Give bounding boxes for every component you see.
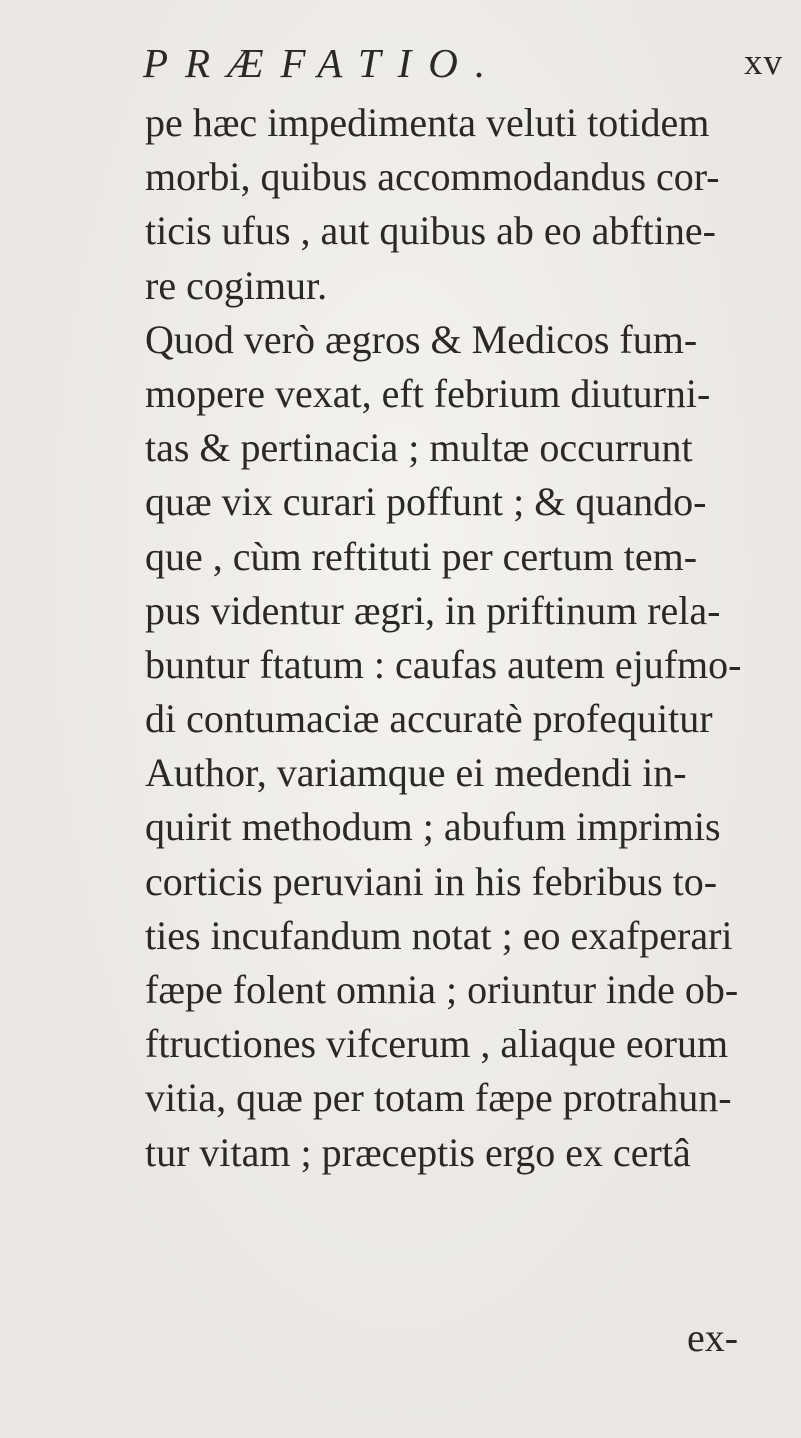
text-line: Author, variamque ei medendi in- [145, 750, 687, 796]
text-line: Quod verò ægros & Medicos fum- [145, 316, 698, 362]
text-line: tur vitam ; præceptis ergo ex certâ [145, 1129, 691, 1175]
text-line: ticis ufus , aut quibus ab eo abftine- [145, 208, 716, 254]
text-line: quæ vix curari poffunt ; & quando- [145, 479, 707, 525]
text-line: quirit methodum ; abufum imprimis [145, 804, 721, 850]
running-head [143, 38, 783, 88]
text-line: vitia, quæ per totam fæpe protrahun- [145, 1075, 732, 1121]
text-line: corticis peruviani in his febribus to- [145, 858, 718, 904]
text-line: ties incufandum notat ; eo exafperari [145, 912, 733, 958]
text-line: que , cùm reftituti per certum tem- [145, 533, 698, 579]
text-line: re cogimur. [145, 262, 328, 308]
text-line: fæpe folent omnia ; oriuntur inde ob- [145, 967, 739, 1012]
catchword: ex- [687, 1315, 739, 1360]
text-line: ftructiones vifcerum , aliaque eorum [145, 1021, 729, 1067]
text-line: tas & pertinacia ; multæ occurrunt [145, 425, 693, 471]
text-line: mopere vexat, eft febrium diuturni- [145, 370, 711, 416]
text-line: pe hæc impedimenta veluti totidem [145, 100, 710, 145]
running-title: PRÆFATIO. [143, 40, 503, 86]
text-line: di contumaciæ accuratè profequitur [145, 696, 713, 742]
text-line: pus videntur ægri, in priftinum rela- [145, 587, 721, 633]
body-text [145, 96, 780, 1180]
text-line: buntur ftatum : caufas autem ejufmo- [145, 641, 742, 687]
text-line: morbi, quibus accommodandus cor- [145, 154, 720, 200]
page-number: xv [744, 42, 783, 83]
